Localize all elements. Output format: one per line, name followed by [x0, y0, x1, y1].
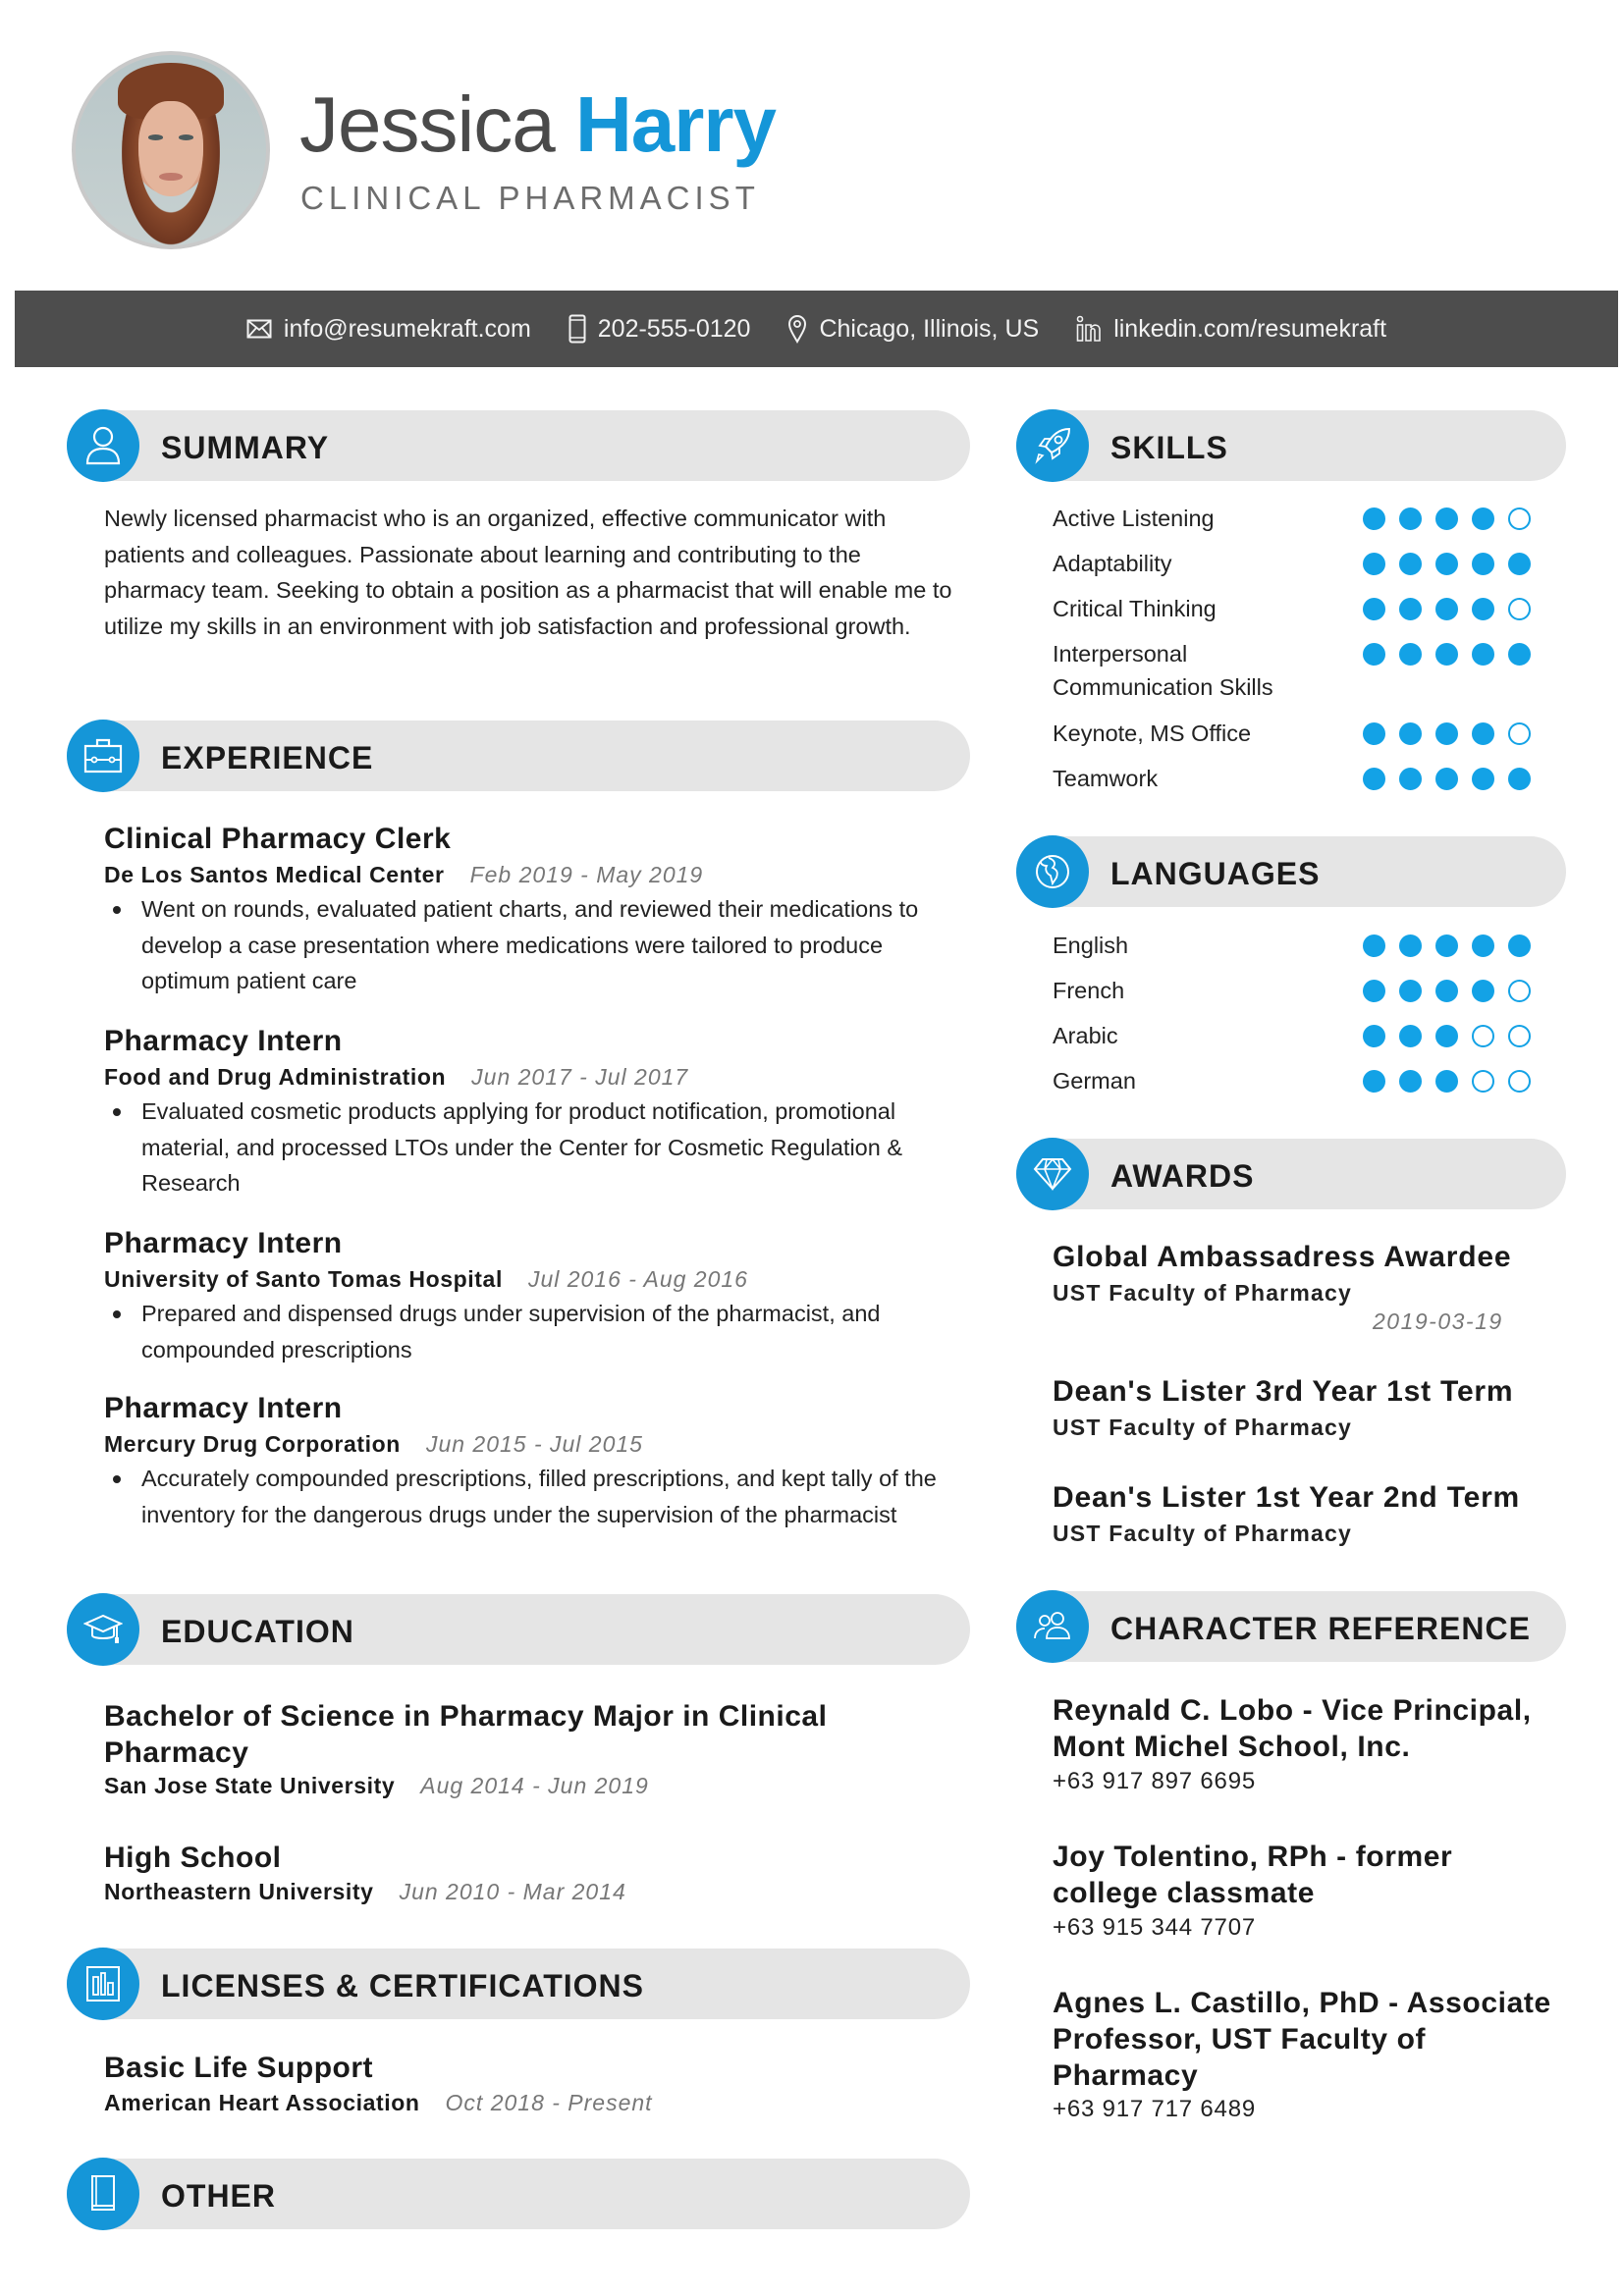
language-name: English [1053, 933, 1129, 958]
experience-bullet: Prepared and dispensed drugs under supervision of the pharmacist, and compounded prescriptions [104, 1296, 919, 1367]
experience-org-line [104, 1431, 643, 1458]
rating-dot-empty [1508, 980, 1531, 1002]
skill-rating [1363, 598, 1531, 620]
skill-name: Critical Thinking [1053, 596, 1217, 621]
rating-dot-filled [1363, 1025, 1385, 1047]
language-row [1053, 974, 1563, 1007]
education-dates: Jun 2010 - Mar 2014 [399, 1879, 626, 1904]
language-rating [1363, 1070, 1531, 1093]
section-title: LANGUAGES [1110, 856, 1321, 891]
education-school: Northeastern University [104, 1879, 374, 1904]
language-rating [1363, 1025, 1531, 1047]
photo-face [138, 101, 203, 196]
rating-dot-filled [1472, 980, 1494, 1002]
section-title: SUMMARY [161, 430, 330, 465]
skill-rating [1363, 553, 1531, 575]
experience-org-line [104, 862, 703, 888]
envelope-icon [246, 319, 272, 339]
experience-org: Food and Drug Administration [104, 1064, 447, 1090]
experience-org: Mercury Drug Corporation [104, 1431, 401, 1457]
skill-rating [1363, 768, 1531, 790]
experience-org: University of Santo Tomas Hospital [104, 1266, 503, 1292]
rating-dot-empty [1508, 1025, 1531, 1047]
award-date: 2019-03-19 [1373, 1308, 1503, 1334]
contact-location [787, 314, 1039, 344]
license-issuer-line [104, 2090, 653, 2116]
rating-dot-filled [1363, 722, 1385, 745]
rating-dot-filled [1363, 768, 1385, 790]
experience-org-line [104, 1064, 688, 1091]
rating-dot-filled [1472, 768, 1494, 790]
rating-dot-filled [1508, 643, 1531, 666]
rating-dot-filled [1472, 934, 1494, 957]
rating-dot-filled [1435, 598, 1458, 620]
education-badge [67, 1593, 139, 1666]
education-school-line [104, 1773, 649, 1799]
rating-dot-empty [1508, 598, 1531, 620]
rating-dot-filled [1472, 722, 1494, 745]
rating-dot-filled [1399, 1025, 1422, 1047]
language-name: French [1053, 978, 1125, 1003]
rating-dot-filled [1435, 980, 1458, 1002]
skill-row [1053, 637, 1563, 704]
section-title: CHARACTER REFERENCE [1110, 1611, 1531, 1646]
rating-dot-filled [1508, 553, 1531, 575]
license-name: Basic Life Support [104, 2052, 374, 2084]
section-header-languages [1016, 836, 1566, 907]
experience-role: Pharmacy Intern [104, 1227, 343, 1259]
rating-dot-filled [1508, 768, 1531, 790]
references-badge [1016, 1590, 1089, 1663]
contact-email[interactable] [246, 315, 531, 344]
language-row [1053, 1019, 1563, 1052]
contact-bar [15, 291, 1618, 367]
rating-dot-filled [1399, 768, 1422, 790]
skill-rating [1363, 507, 1531, 530]
contact-linkedin[interactable] [1076, 315, 1386, 344]
rating-dot-filled [1399, 934, 1422, 957]
skill-row [1053, 502, 1563, 535]
experience-dates: Jul 2016 - Aug 2016 [527, 1266, 748, 1292]
map-pin-icon [787, 314, 807, 344]
license-dates: Oct 2018 - Present [445, 2090, 653, 2115]
rating-dot-filled [1472, 598, 1494, 620]
rating-dot-filled [1435, 1070, 1458, 1093]
experience-bullet [104, 1094, 958, 1201]
rating-dot-empty [1472, 1070, 1494, 1093]
skill-name: Interpersonal Communication Skills [1053, 641, 1273, 700]
rating-dot-filled [1363, 934, 1385, 957]
language-row [1053, 1064, 1563, 1097]
rating-dot-filled [1399, 722, 1422, 745]
section-title: EDUCATION [161, 1614, 354, 1649]
summary-badge [67, 409, 139, 482]
experience-bullet: Accurately compounded prescriptions, filled prescriptions, and kept tally of the inventory for the dangerous drugs under the supervision of the pharmacist [104, 1461, 958, 1532]
rocket-icon [1032, 425, 1073, 466]
rating-dot-filled [1435, 768, 1458, 790]
rating-dot-filled [1363, 1070, 1385, 1093]
first-name: Jessica [299, 80, 555, 168]
experience-dates: Jun 2017 - Jul 2017 [471, 1064, 689, 1090]
award-title: Dean's Lister 1st Year 2nd Term [1053, 1481, 1521, 1514]
rating-dot-empty [1508, 722, 1531, 745]
section-title: LICENSES & CERTIFICATIONS [161, 1968, 644, 2003]
experience-dates: Jun 2015 - Jul 2015 [425, 1431, 643, 1457]
section-header-education [67, 1594, 970, 1665]
rating-dot-filled [1435, 507, 1458, 530]
reference-name: Reynald C. Lobo - Vice Principal, Mont Michel School, Inc. [1053, 1694, 1532, 1763]
photo-lips [159, 173, 182, 181]
skill-row [1053, 717, 1563, 750]
section-header-references [1016, 1591, 1566, 1662]
skill-name: Keynote, MS Office [1053, 721, 1252, 746]
job-title: CLINICAL PHARMACIST [300, 180, 760, 216]
languages-badge [1016, 835, 1089, 908]
awards-badge [1016, 1138, 1089, 1210]
rating-dot-filled [1435, 553, 1458, 575]
education-degree: Bachelor of Science in Pharmacy Major in Clinical Pharmacy [104, 1700, 828, 1769]
award-org: UST Faculty of Pharmacy [1053, 1521, 1352, 1546]
rating-dot-filled [1399, 507, 1422, 530]
section-header-awards [1016, 1139, 1566, 1209]
rating-dot-filled [1399, 598, 1422, 620]
globe-icon [1033, 852, 1072, 891]
reference-phone: +63 915 344 7707 [1053, 1914, 1256, 1941]
book-icon [88, 2174, 118, 2214]
rating-dot-filled [1472, 507, 1494, 530]
experience-role: Pharmacy Intern [104, 1392, 343, 1424]
award-title: Dean's Lister 3rd Year 1st Term [1053, 1375, 1514, 1408]
rating-dot-filled [1399, 643, 1422, 666]
phone-text: 202-555-0120 [597, 314, 751, 343]
experience-org-line [104, 1266, 748, 1293]
graduation-cap-icon [83, 1612, 123, 1647]
experience-org: De Los Santos Medical Center [104, 862, 445, 887]
profile-photo [72, 51, 270, 249]
last-name: Harry [575, 80, 777, 168]
other-badge [67, 2158, 139, 2230]
section-title: SKILLS [1110, 430, 1228, 465]
rating-dot-empty [1508, 507, 1531, 530]
section-header-skills [1016, 410, 1566, 481]
education-dates: Aug 2014 - Jun 2019 [420, 1773, 649, 1798]
reference-phone: +63 917 717 6489 [1053, 2096, 1256, 2122]
skills-badge [1016, 409, 1089, 482]
rating-dot-empty [1508, 1070, 1531, 1093]
skill-name: Teamwork [1053, 766, 1159, 791]
section-title: AWARDS [1110, 1158, 1255, 1194]
rating-dot-filled [1472, 643, 1494, 666]
candidate-name [299, 80, 776, 169]
education-school-line [104, 1879, 626, 1905]
reference-name: Agnes L. Castillo, PhD - Associate Professor, UST Faculty of Pharmacy [1053, 1987, 1551, 2092]
rating-dot-filled [1508, 934, 1531, 957]
rating-dot-filled [1363, 553, 1385, 575]
rating-dot-filled [1435, 722, 1458, 745]
experience-role: Clinical Pharmacy Clerk [104, 823, 452, 855]
skill-row [1053, 762, 1563, 795]
rating-dot-filled [1435, 1025, 1458, 1047]
rating-dot-filled [1363, 507, 1385, 530]
section-header-experience [67, 721, 970, 791]
education-school: San Jose State University [104, 1773, 396, 1798]
skill-name: Adaptability [1053, 551, 1172, 576]
section-header-summary [67, 410, 970, 481]
rating-dot-filled [1435, 934, 1458, 957]
skill-rating [1363, 643, 1531, 666]
rating-dot-filled [1399, 1070, 1422, 1093]
skill-rating [1363, 722, 1531, 745]
email-text: info@resumekraft.com [283, 314, 531, 343]
section-title: OTHER [161, 2178, 276, 2214]
award-org: UST Faculty of Pharmacy [1053, 1280, 1352, 1306]
rating-dot-filled [1435, 643, 1458, 666]
phone-icon [568, 314, 586, 344]
license-issuer: American Heart Association [104, 2090, 420, 2115]
experience-role: Pharmacy Intern [104, 1025, 343, 1057]
summary-text: Newly licensed pharmacist who is an organized, effective communicator with patients and colleagues. Passionate about learning and contributing to the pharmacy team. Seeking to obtain a position as a pharmacist that will enable me to utilize my skills in an environment with job satisfaction and professional growth. [104, 506, 952, 639]
chart-icon [85, 1965, 121, 2002]
linkedin-text[interactable]: linkedin.com/resumekraft [1113, 314, 1387, 343]
skill-row [1053, 592, 1563, 625]
rating-dot-filled [1399, 980, 1422, 1002]
section-header-other [67, 2159, 970, 2229]
briefcase-icon [83, 738, 123, 774]
rating-dot-filled [1363, 980, 1385, 1002]
linkedin-icon [1076, 315, 1102, 343]
experience-badge [67, 720, 139, 792]
rating-dot-filled [1363, 598, 1385, 620]
location-text: Chicago, Illinois, US [819, 314, 1040, 343]
skill-name: Active Listening [1053, 506, 1215, 531]
award-title: Global Ambassadress Awardee [1053, 1241, 1512, 1273]
users-icon [1033, 1611, 1072, 1642]
reference-name: Joy Tolentino, RPh - former college classmate [1053, 1841, 1453, 1909]
diamond-icon [1033, 1157, 1072, 1191]
education-degree: High School [104, 1842, 282, 1874]
user-icon [83, 425, 123, 466]
rating-dot-empty [1472, 1025, 1494, 1047]
language-rating [1363, 934, 1531, 957]
rating-dot-filled [1399, 553, 1422, 575]
skill-row [1053, 547, 1563, 580]
contact-phone[interactable] [568, 314, 751, 344]
licenses-badge [67, 1948, 139, 2020]
section-header-licenses [67, 1949, 970, 2019]
bullet-text: Evaluated cosmetic products applying for product notification, promotional material, and processed LTOs under the Center for Cosmetic Regulation & Research [141, 1098, 903, 1196]
experience-dates: Feb 2019 - May 2019 [469, 862, 704, 887]
reference-phone: +63 917 897 6695 [1053, 1768, 1256, 1794]
language-rating [1363, 980, 1531, 1002]
experience-bullet: Went on rounds, evaluated patient charts, and reviewed their medications to develop a case presentation where medications were tailored to produce optimum patient care [104, 891, 958, 999]
rating-dot-filled [1472, 553, 1494, 575]
award-org: UST Faculty of Pharmacy [1053, 1415, 1352, 1440]
language-name: Arabic [1053, 1023, 1118, 1048]
rating-dot-filled [1363, 643, 1385, 666]
language-name: German [1053, 1068, 1136, 1094]
language-row [1053, 929, 1563, 962]
section-title: EXPERIENCE [161, 740, 374, 775]
